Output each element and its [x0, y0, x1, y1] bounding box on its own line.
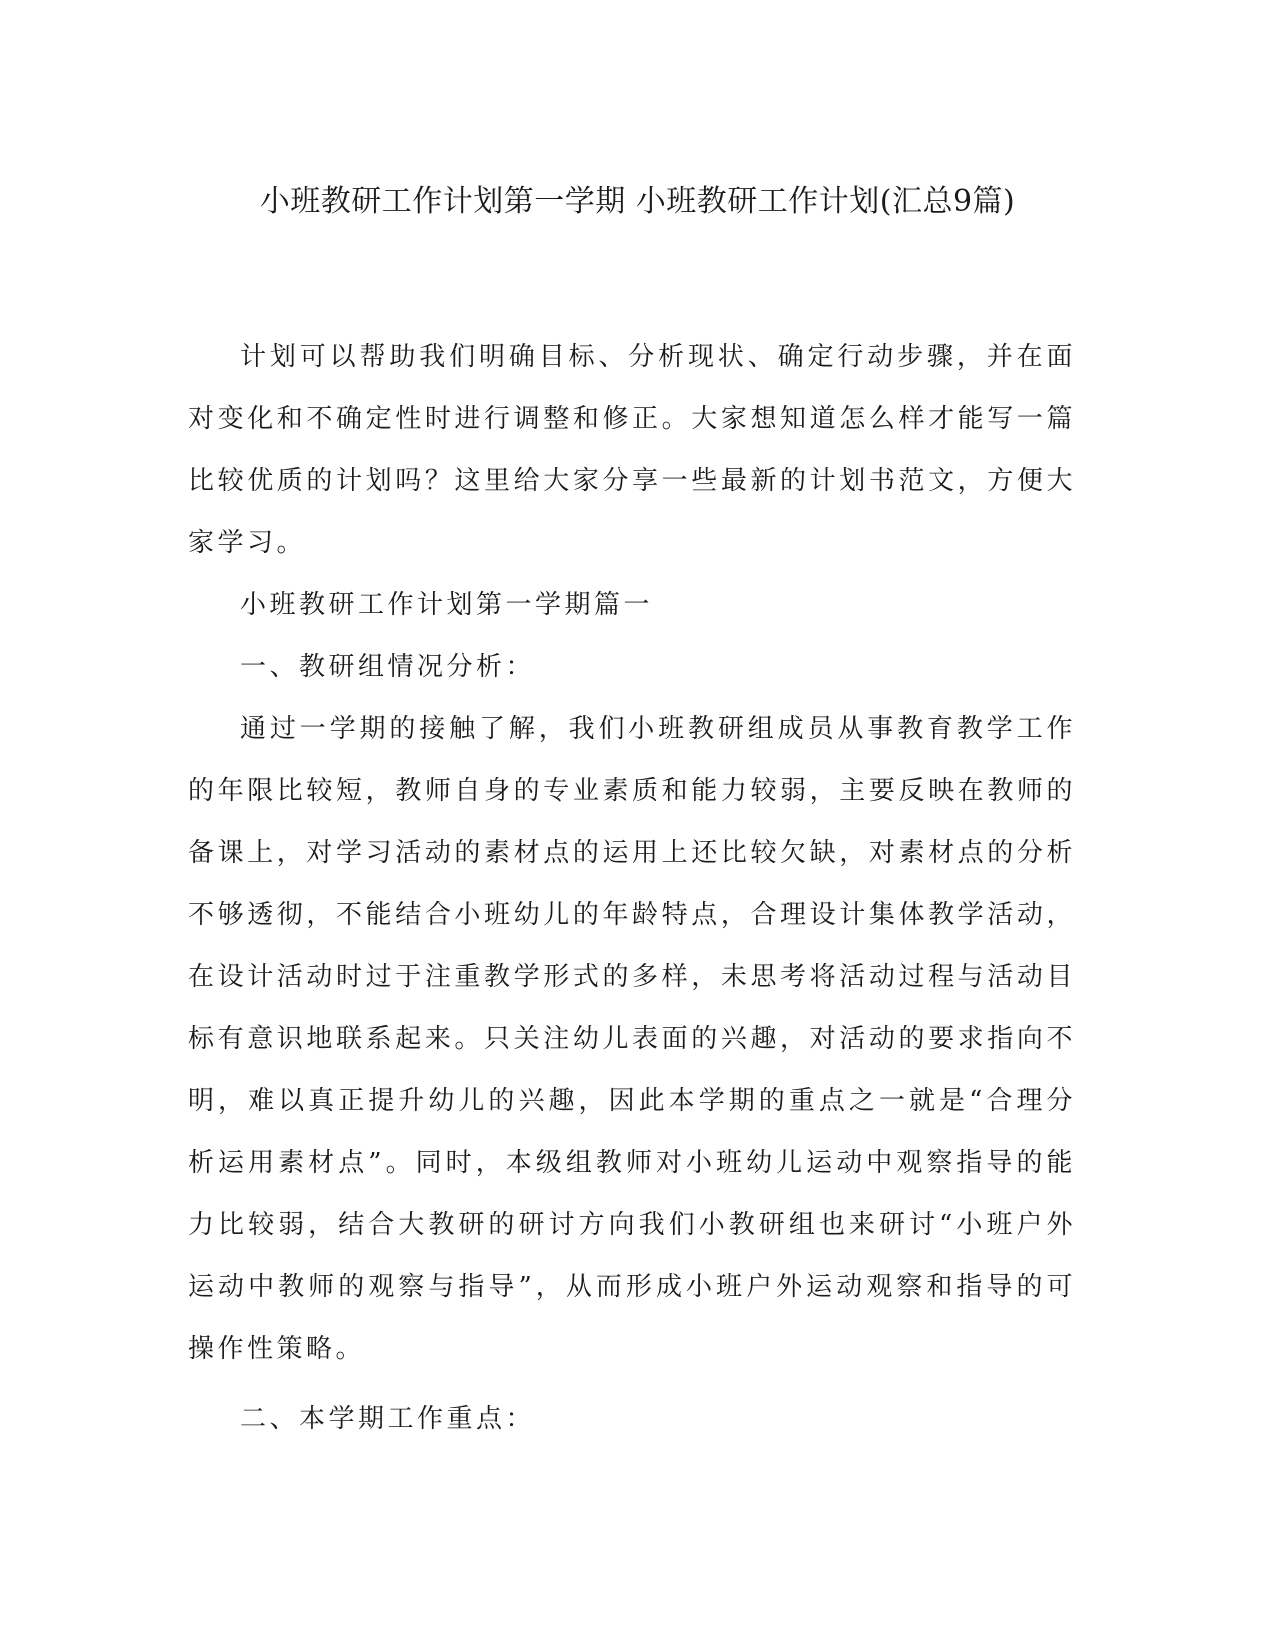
- document-title: 小班教研工作计划第一学期 小班教研工作计划(汇总9篇): [259, 184, 1016, 219]
- analysis-paragraph: 通过一学期的接触了解，我们小班教研组成员从事教育教学工作的年限比较短，教师自身的专业素质和能力较弱，主要反映在教师的备课上，对学习活动的素材点的运用上还比较欠缺，对素材点的分析不够透彻，不能结合小班幼儿的年龄特点，合理设计集体教学活动，在设计活动时过于注重教学形式的多样，未思考将活动过程与活动目标有意识地联系起来。只关注幼儿表面的兴趣，对活动的要求指向不明，难以真正提升幼儿的兴趣，因此本学期的重点之一就是“合理分析运用素材点”。同时，本级组教师对小班幼儿运动中观察指导的能力比较弱，结合大教研的研讨方向我们小教研组也来研讨“小班户外运动中教师的观察与指导”，从而形成小班户外运动观察和指导的可操作性策略。: [188, 714, 1076, 1364]
- subheading-work-focus: 二、本学期工作重点：: [240, 1404, 536, 1434]
- subheading-group-analysis: 一、教研组情况分析：: [240, 652, 536, 682]
- section-heading-part-one: 小班教研工作计划第一学期篇一: [240, 590, 654, 620]
- intro-paragraph: 计划可以帮助我们明确目标、分析现状、确定行动步骤，并在面对变化和不确定性时进行调整和修正。大家想知道怎么样才能写一篇比较优质的计划吗？这里给大家分享一些最新的计划书范文，方便大家学习。: [188, 342, 1076, 558]
- document-body: [188, 326, 1076, 1450]
